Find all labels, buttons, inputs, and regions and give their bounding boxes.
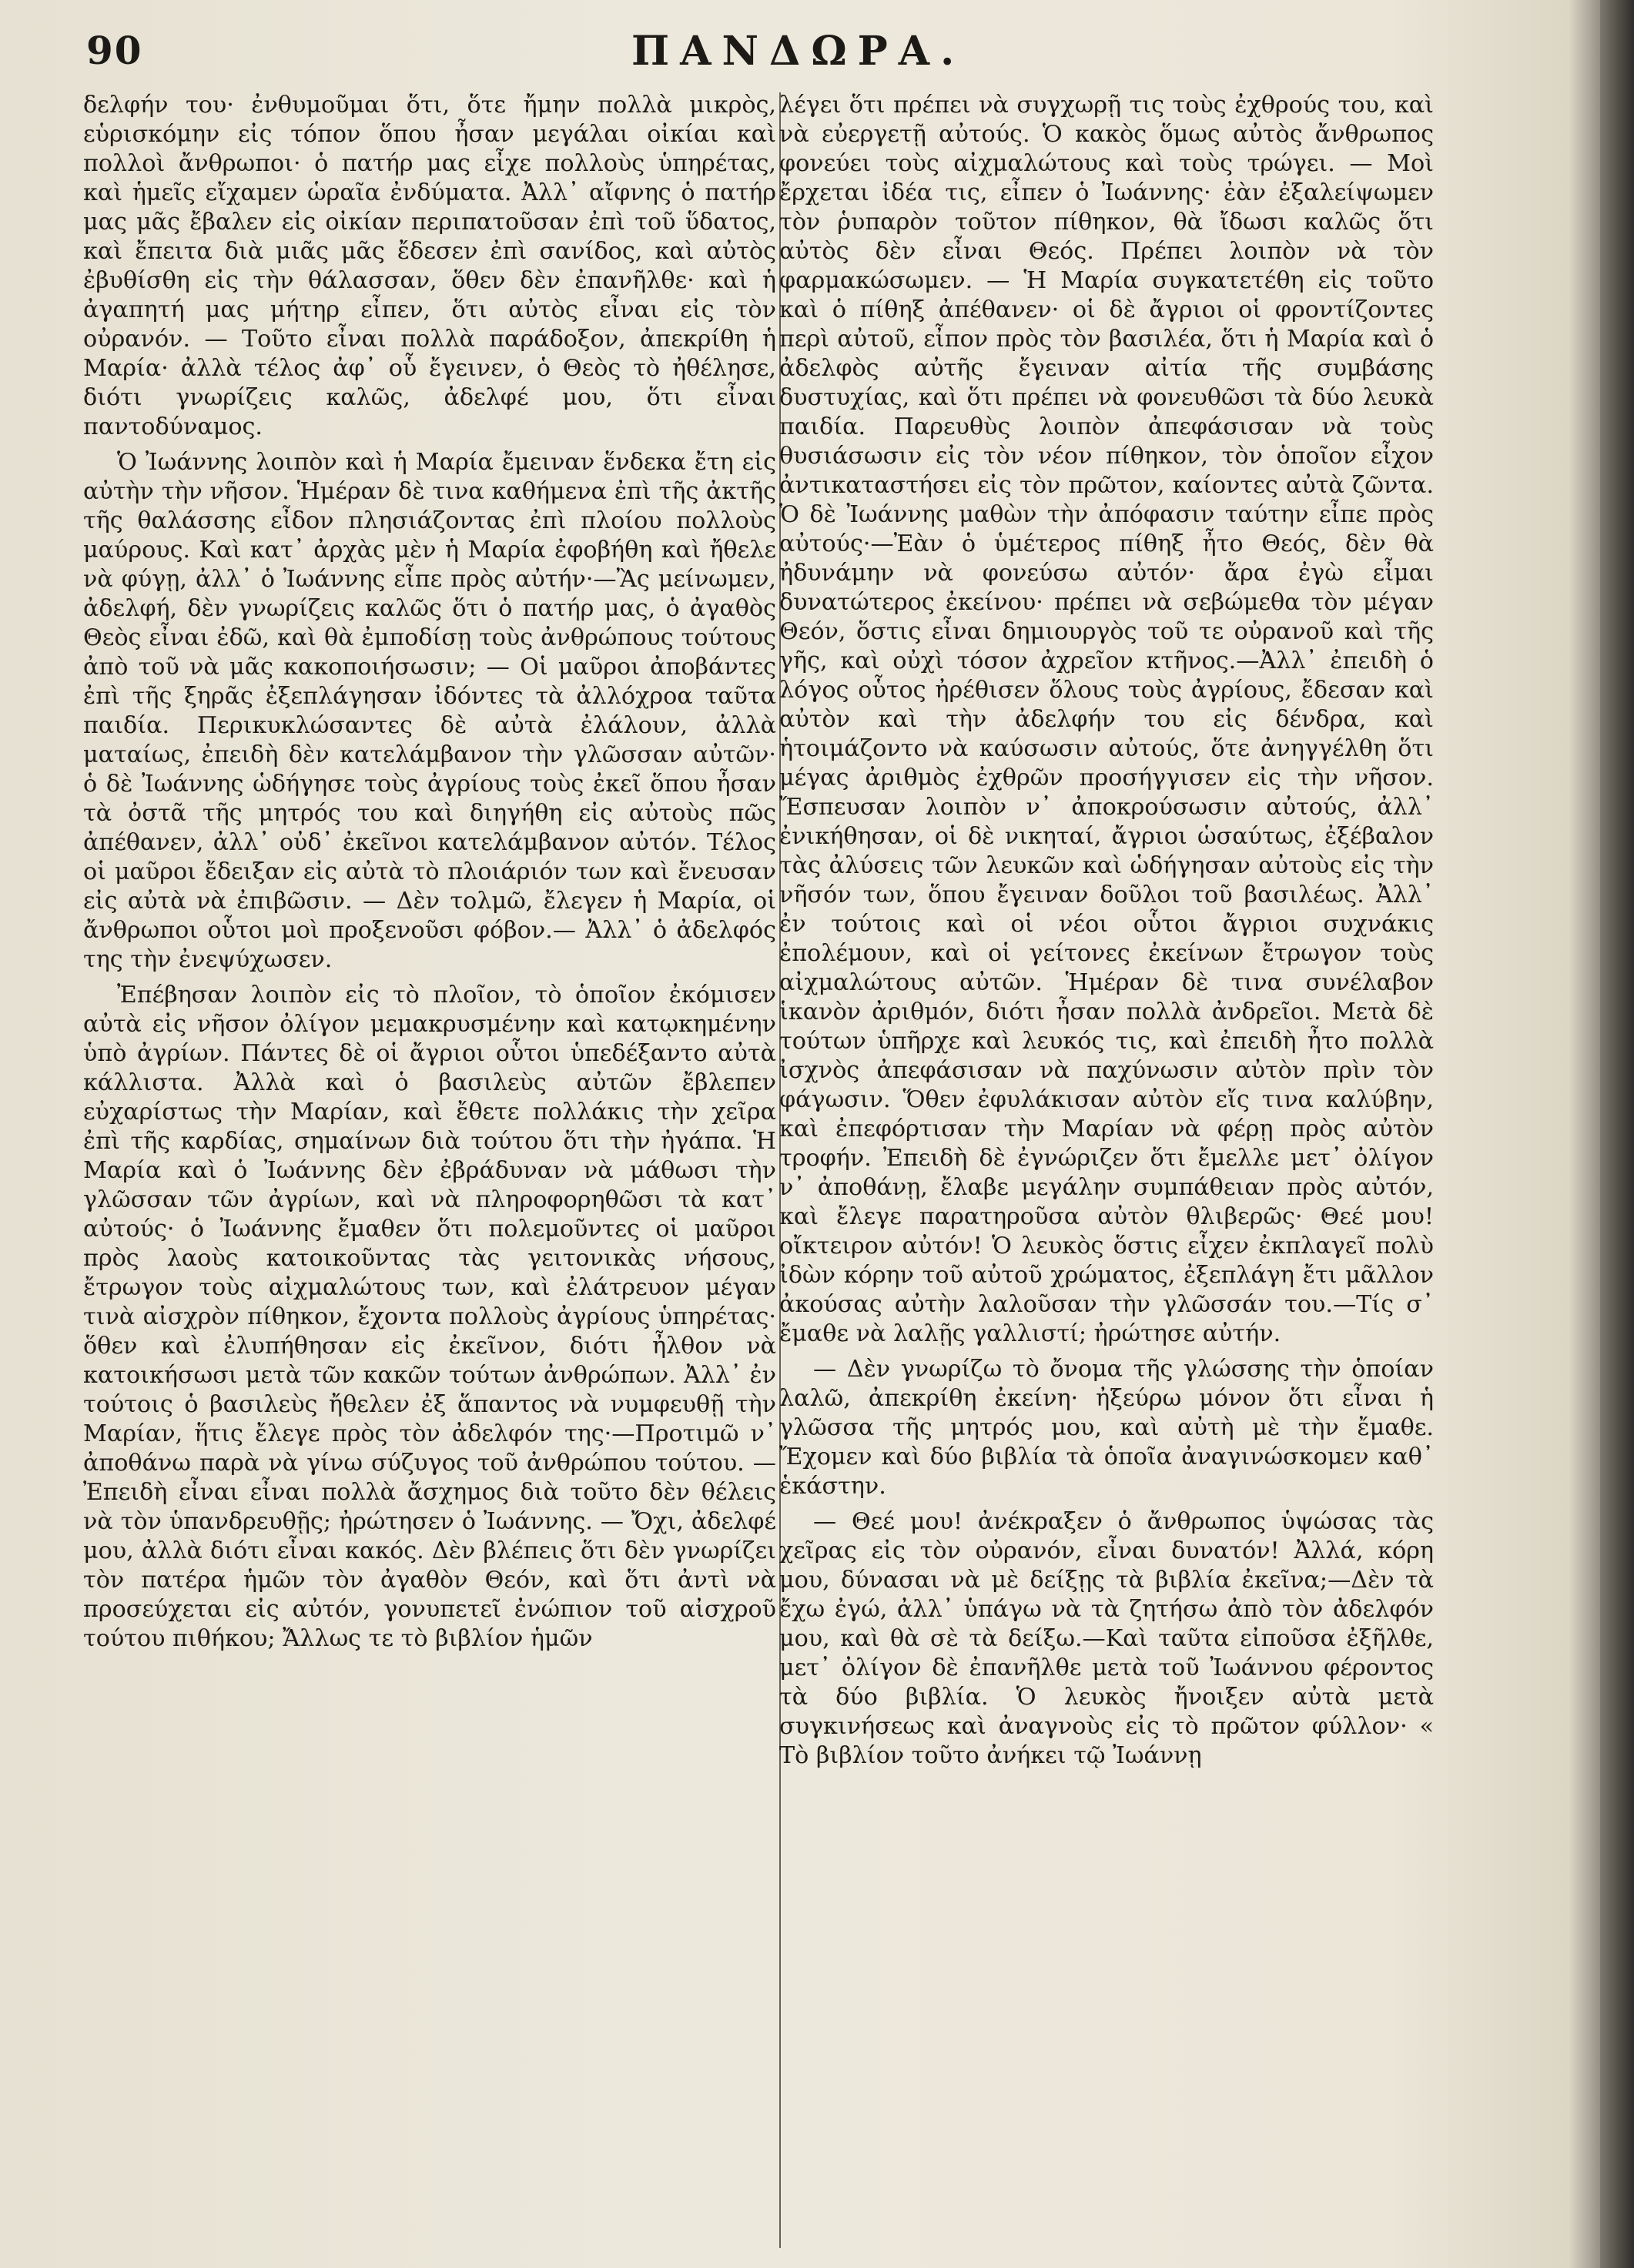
page-number: 90: [86, 28, 143, 73]
paragraph: δελφήν του· ἐνθυμοῦμαι ὅτι, ὅτε ἤμην πολλὰ μικρὸς, εὑρισκόμην εἰς τόπον ὅπου ἦσαν μεγάλαι οἰκίαι καὶ πολλοὶ ἄνθρωποι· ὁ πατήρ μας εἶχε πολλοὺς ὑπηρέτας, καὶ ἡμεῖς εἴχαμεν ὡραῖα ἐνδύματα. Ἀλλ᾿ αἴφνης ὁ πατήρ μας μᾶς ἔβαλεν εἰς οἰκίαν περιπατοῦσαν ἐπὶ τοῦ ὕδατος, καὶ ἔπειτα διὰ μιᾶς μᾶς ἔδεσεν ἐπὶ σανίδος, καὶ αὐτὸς ἐβυθίσθη εἰς τὴν θάλασσαν, ὅθεν δὲν ἐπανῆλθε· καὶ ἡ ἀγαπητή μας μήτηρ εἶπεν, ὅτι αὐτὸς εἶναι εἰς τὸν οὐρανόν. — Τοῦτο εἶναι πολλὰ παράδοξον, ἀπεκρίθη ἡ Μαρία· ἀλλὰ τέλος ἀφ᾿ οὗ ἔγεινεν, ὁ Θεὸς τὸ ἠθέλησε, διότι γνωρίζεις καλῶς, ἀδελφέ μου, ὅτι εἶναι παντοδύναμος.: [83, 92, 776, 440]
book-spine-shadow: [1600, 0, 1634, 2268]
paragraph: Ἐπέβησαν λοιπὸν εἰς τὸ πλοῖον, τὸ ὁποῖον ἐκόμισεν αὐτὰ εἰς νῆσον ὀλίγον μεμακρυσμένην καὶ κατῳκημένην ὑπὸ ἀγρίων. Πάντες δὲ οἱ ἄγριοι οὗτοι ὑπεδέξαντο αὐτὰ κάλλιστα. Ἀλλὰ καὶ ὁ βασιλεὺς αὐτῶν ἔβλεπεν εὐχαρίστως τὴν Μαρίαν, καὶ ἔθετε πολλάκις τὴν χεῖρα ἐπὶ τῆς καρδίας, σημαίνων διὰ τούτου ὅτι τὴν ἠγάπα. Ἡ Μαρία καὶ ὁ Ἰωάννης δὲν ἐβράδυναν νὰ μάθωσι τὴν γλῶσσαν τῶν ἀγρίων, καὶ νὰ πληροφορηθῶσι τὰ κατ᾿ αὐτούς· ὁ Ἰωάννης ἔμαθεν ὅτι πολεμοῦντες οἱ μαῦροι πρὸς λαοὺς κατοικοῦντας τὰς γειτονικὰς νήσους, ἔτρωγον τοὺς αἰχμαλώτους των, καὶ ἐλάτρευον μέγαν τινὰ αἰσχρὸν πίθηκον, ἔχοντα πολλοὺς ἀγρίους ὑπηρέτας· ὅθεν καὶ ἐλυπήθησαν εἰς ἐκεῖνον, διότι ἦλθον νὰ κατοικήσωσι μετὰ τῶν κακῶν τούτων ἀνθρώπων. Ἀλλ᾿ ἐν τούτοις ὁ βασιλεὺς ἤθελεν ἐξ ἅπαντος νὰ νυμφευθῇ τὴν Μαρίαν, ἥτις ἔλεγε πρὸς τὸν ἀδελφόν της·—Προτιμῶ ν᾿ ἀποθάνω παρὰ νὰ γίνω σύζυγος τοῦ ἀνθρώπου τούτου. — Ἐπειδὴ εἶναι εἶναι πολλὰ ἄσχημος διὰ τοῦτο δὲν θέλεις νὰ τὸν ὑπανδρευθῇς; ἠρώτησεν ὁ Ἰωάννης. — Ὄχι, ἀδελφέ μου, ἀλλὰ διότι εἶναι κακός. Δὲν βλέπεις ὅτι δὲν γνωρίζει τὸν πατέρα ἡμῶν τὸν ἀγαθὸν Θεόν, καὶ ὅτι ἀντὶ νὰ προσεύχεται εἰς αὐτόν, γονυπετεῖ ἐνώπιον τοῦ αἰσχροῦ τούτου πιθήκου; Ἄλλως τε τὸ βιβλίον ἡμῶν: [83, 982, 776, 1652]
paragraph: Ὁ Ἰωάννης λοιπὸν καὶ ἡ Μαρία ἔμειναν ἕνδεκα ἔτη εἰς αὐτὴν τὴν νῆσον. Ἡμέραν δὲ τινα καθήμενα ἐπὶ τῆς ἀκτῆς τῆς θαλάσσης εἶδον πλησιάζοντας ἐπὶ πλοίου πολλοὺς μαύρους. Καὶ κατ᾿ ἀρχὰς μὲν ἡ Μαρία ἐφοβήθη καὶ ἤθελε νὰ φύγῃ, ἀλλ᾿ ὁ Ἰωάννης εἶπε πρὸς αὐτήν·—Ἂς μείνωμεν, ἀδελφή, δὲν γνωρίζεις καλῶς ὅτι ὁ πατήρ μας, ὁ ἀγαθὸς Θεὸς εἶναι ἐδῶ, καὶ θὰ ἐμποδίσῃ τοὺς ἀνθρώπους τούτους ἀπὸ τοῦ νὰ μᾶς κακοποιήσωσιν; — Οἱ μαῦροι ἀποβάντες ἐπὶ τῆς ξηρᾶς ἐξεπλάγησαν ἰδόντες τὰ ἀλλόχροα ταῦτα παιδία. Περικυκλώσαντες δὲ αὐτὰ ἐλάλουν, ἀλλὰ ματαίως, ἐπειδὴ δὲν κατελάμβανον τὴν γλῶσσαν αὐτῶν· ὁ δὲ Ἰωάννης ὡδήγησε τοὺς ἀγρίους τοὺς ἐκεῖ ὅπου ἦσαν τὰ ὀστᾶ τῆς μητρός του καὶ διηγήθη εἰς αὐτοὺς πῶς ἀπέθανεν, ἀλλ᾿ οὐδ᾿ ἐκεῖνοι κατελάμβανον αὐτόν. Τέλος οἱ μαῦροι ἔδειξαν εἰς αὐτὰ τὸ πλοιάριόν των καὶ ἔνευσαν εἰς αὐτὰ νὰ ἐπιβῶσιν. — Δὲν τολμῶ, ἔλεγεν ἡ Μαρία, οἱ ἄνθρωποι οὗτοι μοὶ προξενοῦσι φόβον.— Ἀλλ᾿ ὁ ἀδελφός της τὴν ἐνεψύχωσεν.: [83, 449, 776, 973]
paragraph: — Θεέ μου! ἀνέκραξεν ὁ ἄνθρωπος ὑψώσας τὰς χεῖρας εἰς τὸν οὐρανόν, εἶναι δυνατόν! Ἀλλά, κόρη μου, δύνασαι νὰ μὲ δείξῃς τὰ βιβλία ἐκεῖνα;—Δὲν τὰ ἔχω ἐγώ, ἀλλ᾿ ὑπάγω νὰ τὰ ζητήσω ἀπὸ τὸν ἀδελφόν μου, καὶ θὰ σὲ τὰ δείξω.—Καὶ ταῦτα εἰποῦσα ἐξῆλθε, μετ᾿ ὀλίγον δὲ ἐπανῆλθε μετὰ τοῦ Ἰωάννου φέροντος τὰ δύο βιβλία. Ὁ λευκὸς ἤνοιξεν αὐτὰ μετὰ συγκινήσεως καὶ ἀναγνοὺς εἰς τὸ πρῶτον φύλλον· « Τὸ βιβλίον τοῦτο ἀνήκει τῷ Ἰωάννῃ: [779, 1508, 1434, 1769]
left-column: [83, 91, 776, 1654]
right-column: [779, 91, 1434, 1771]
page-header: [46, 22, 1579, 83]
paragraph: λέγει ὅτι πρέπει νὰ συγχωρῇ τις τοὺς ἐχθρούς του, καὶ νὰ εὐεργετῇ αὐτούς. Ὁ κακὸς ὅμως αὐτὸς ἄνθρωπος φονεύει τοὺς αἰχμαλώτους καὶ τοὺς τρώγει. — Μοὶ ἔρχεται ἰδέα τις, εἶπεν ὁ Ἰωάννης· ἐὰν ἐξαλείψωμεν τὸν ῥυπαρὸν τοῦτον πίθηκον, θὰ ἴδωσι καλῶς ὅτι αὐτὸς δὲν εἶναι Θεός. Πρέπει λοιπὸν νὰ τὸν φαρμακώσωμεν. — Ἡ Μαρία συγκατετέθη εἰς τοῦτο καὶ ὁ πίθηξ ἀπέθανεν· οἱ δὲ ἄγριοι οἱ φροντίζοντες περὶ αὐτοῦ, εἶπον πρὸς τὸν βασιλέα, ὅτι ἡ Μαρία καὶ ὁ ἀδελφὸς αὐτῆς ἔγειναν αἰτία τῆς συμβάσης δυστυχίας, καὶ ὅτι πρέπει νὰ φονευθῶσι τὰ δύο λευκὰ παιδία. Παρευθὺς λοιπὸν ἀπεφάσισαν νὰ τοὺς θυσιάσωσιν εἰς τὸν νέον πίθηκον, τὸν ὁποῖον εἶχον ἀντικαταστήσει εἰς τὸν πρῶτον, καίοντες αὐτὰ ζῶντα. Ὁ δὲ Ἰωάννης μαθὼν τὴν ἀπόφασιν ταύτην εἶπε πρὸς αὐτούς·—Ἐὰν ὁ ὑμέτερος πίθηξ ἦτο Θεός, δὲν θὰ ἠδυνάμην νὰ φονεύσω αὐτόν· ἄρα ἐγὼ εἶμαι δυνατώτερος ἐκείνου· πρέπει νὰ σεβώμεθα τὸν μέγαν Θεόν, ὅστις εἶναι δημιουργὸς τοῦ τε οὐρανοῦ καὶ τῆς γῆς, καὶ οὐχὶ τόσον ἀχρεῖον κτῆνος.—Ἀλλ᾿ ἐπειδὴ ὁ λόγος οὗτος ἠρέθισεν ὅλους τοὺς ἀγρίους, ἔδεσαν καὶ αὐτὸν καὶ τὴν ἀδελφήν του εἰς δένδρα, καὶ ἡτοιμάζοντο νὰ καύσωσιν αὐτούς, ὅτε ἀνηγγέλθη ὅτι μέγας ἀριθμὸς ἐχθρῶν προσήγγισεν εἰς τὴν νῆσον. Ἔσπευσαν λοιπὸν ν᾿ ἀποκρούσωσιν αὐτούς, ἀλλ᾿ ἐνικήθησαν, οἱ δὲ νικηταί, ἄγριοι ὡσαύτως, ἐξέβαλον τὰς ἀλύσεις τῶν λευκῶν καὶ ὡδήγησαν αὐτοὺς εἰς τὴν νῆσόν των, ὅπου ἔγειναν δοῦλοι τοῦ βασιλέως. Ἀλλ᾿ ἐν τούτοις καὶ οἱ νέοι οὗτοι ἄγριοι συχνάκις ἐπολέμουν, καὶ οἱ γείτονες ἐκείνων ἔτρωγον τοὺς αἰχμαλώτους αὐτῶν. Ἡμέραν δὲ τινα συνέλαβον ἱκανὸν ἀριθμόν, διότι ἦσαν πολλὰ ἀνδρεῖοι. Μετὰ δὲ τούτων ὑπῆρχε καὶ λευκός τις, καὶ ἐπειδὴ ἦτο πολλὰ ἰσχνὸς ἀπεφάσισαν νὰ παχύνωσιν αὐτὸν πρὶν τὸν φάγωσιν. Ὅθεν ἐφυλάκισαν αὐτὸν εἴς τινα καλύβην, καὶ ἐπεφόρτισαν τὴν Μαρίαν νὰ φέρῃ πρὸς αὐτὸν τροφήν. Ἐπειδὴ δὲ ἐγνώριζεν ὅτι ἔμελλε μετ᾿ ὀλίγον ν᾿ ἀποθάνῃ, ἔλαβε μεγάλην συμπάθειαν πρὸς αὐτόν, καὶ ἔλεγε παρατηροῦσα αὐτὸν θλιβερῶς· Θεέ μου! οἴκτειρον αὐτόν! Ὁ λευκὸς ὅστις εἶχεν ἐκπλαγεῖ πολὺ ἰδὼν κόρην τοῦ αὐτοῦ χρώματος, ἐξεπλάγη ἔτι μᾶλλον ἀκούσας αὐτὴν λαλοῦσαν τὴν γλῶσσάν του.—Τίς σ᾿ ἔμαθε νὰ λαλῇς γαλλιστί; ἠρώτησε αὐτήν.: [779, 92, 1434, 1347]
running-title: ΠΑΝΔΩΡΑ.: [631, 28, 966, 75]
paragraph: — Δὲν γνωρίζω τὸ ὄνομα τῆς γλώσσης τὴν ὁποίαν λαλῶ, ἀπεκρίθη ἐκείνη· ἠξεύρω μόνον ὅτι εἶναι ἡ γλῶσσα τῆς μητρός μου, καὶ αὐτὴ μὲ τὴν ἔμαθε. Ἔχομεν καὶ δύο βιβλία τὰ ὁποῖα ἀναγινώσκομεν καθ᾿ ἑκάστην.: [779, 1356, 1434, 1500]
